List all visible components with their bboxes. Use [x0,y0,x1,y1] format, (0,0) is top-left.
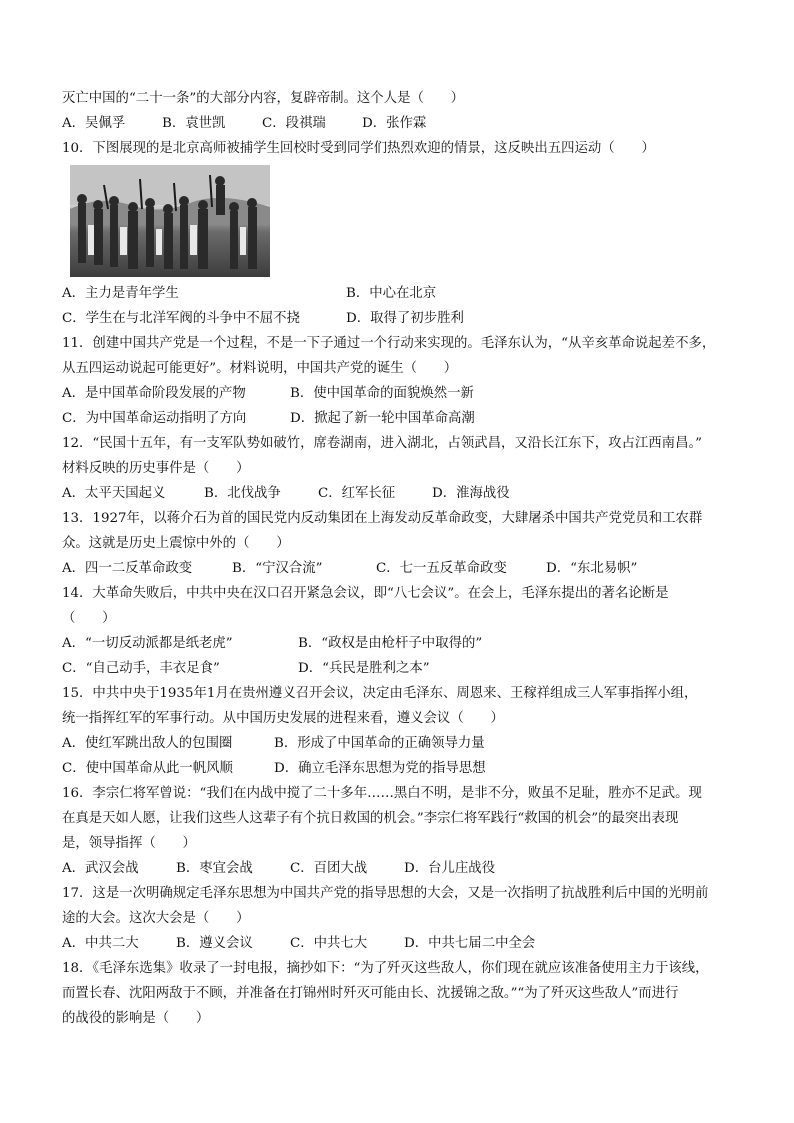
q9-option-b[interactable]: B．袁世凯 [162,116,226,131]
q9-option-d[interactable]: D．张作霖 [362,116,427,131]
q18-stem-line3: 的战役的影响是（ ） [62,1011,210,1026]
q11-stem-line1: 11．创建中国共产党是一个过程，不是一下子通过一个行动来实现的。毛泽东认为，“从辛亥革命说起差不多， [62,336,716,351]
q11-option-d[interactable]: D．掀起了新一轮中国革命高潮 [290,411,475,426]
q13-option-d[interactable]: D．“东北易帜” [546,561,638,576]
q10-options-row1 [62,281,742,306]
q12-stem-line1: 12．“民国十五年，有一支军队势如破竹，席卷湖南，进入湖北，占领武昌，又沿长江东下，攻占江西南昌。” [62,436,702,451]
q10-option-c[interactable]: C．学生在与北洋军阀的斗争中不屈不挠 [62,311,300,326]
q14-options-row1 [62,631,742,656]
q17-option-b[interactable]: B．遵义会议 [176,936,253,951]
q12-stem-line2: 材料反映的历史事件是（ ） [62,461,250,476]
q14-option-d[interactable]: D．“兵民是胜利之本” [298,661,430,676]
q16-options [62,856,742,881]
q10-option-a[interactable]: A．主力是青年学生 [62,286,179,301]
q11-stem-line2: 从五四运动说起可能更好”。材料说明，中国共产党的诞生（ ） [62,361,458,376]
q16-option-d[interactable]: D．台儿庄战役 [404,861,496,876]
q11-option-b[interactable]: B．使中国革命的面貌焕然一新 [290,386,474,401]
q15-stem-line1: 15．中共中央于1935年1月在贵州遵义召开会议，决定由毛泽东、周恩来、王稼祥组成三人军事指挥小组， [62,686,698,701]
q16-stem-line1: 16．李宗仁将军曾说：“我们在内战中搅了二十多年……黑白不明，是非不分，败虽不足耻，胜亦不足武。现 [62,786,702,801]
q12-option-b[interactable]: B．北伐战争 [204,486,281,501]
q9-stem-tail: 灭亡中国的“二十一条”的大部分内容，复辟帝制。这个人是（ ） [62,91,465,106]
q9-option-a[interactable]: A．吴佩孚 [62,116,126,131]
q14-option-c[interactable]: C．“自己动手，丰衣足食” [62,661,220,676]
students-welcome-photo [70,165,270,277]
q16-option-a[interactable]: A．武汉会战 [62,861,139,876]
q9-options [62,111,742,136]
q17-stem-line1: 17．这是一次明确规定毛泽东思想为中国共产党的指导思想的大会，又是一次指明了抗战胜利后中国的光明前 [62,886,709,901]
q17-stem-line2: 途的大会。这次大会是（ ） [62,911,250,926]
q16-option-c[interactable]: C．百团大战 [290,861,368,876]
q15-option-d[interactable]: D．确立毛泽东思想为党的指导思想 [274,761,486,776]
q15-option-a[interactable]: A．使红军跳出敌人的包围圈 [62,736,233,751]
q10-option-b[interactable]: B．中心在北京 [346,286,437,301]
q13-option-a[interactable]: A．四一二反革命政变 [62,561,193,576]
q14-option-b[interactable]: B．“政权是由枪杆子中取得的” [298,636,483,651]
q17-option-a[interactable]: A．中共二大 [62,936,139,951]
q15-stem-line2: 统一指挥红军的军事行动。从中国历史发展的进程来看，遵义会议（ ） [62,711,504,726]
q14-stem-line2: （ ） [62,611,116,626]
q15-options-row2 [62,756,742,781]
q10-options-row2 [62,306,742,331]
q12-option-c[interactable]: C．红军长征 [318,486,396,501]
q12-options [62,481,742,506]
q9-option-c[interactable]: C．段祺瑞 [262,116,326,131]
q10-stem: 10．下图展现的是北京高师被捕学生回校时受到同学们热烈欢迎的情景，这反映出五四运动（ ） [62,141,655,156]
q16-option-b[interactable]: B．枣宜会战 [176,861,253,876]
q10-option-d[interactable]: D．取得了初步胜利 [346,311,464,326]
q13-stem-line2: 众。这就是历史上震惊中外的（ ） [62,536,290,551]
q18-stem-line2: 而置长春、沈阳两敌于不顾，并准备在打锦州时歼灭可能由长、沈援锦之敌。”“为了歼灭这些敌人”而进行 [62,986,679,1001]
q14-options-row2 [62,656,742,681]
q16-stem-line2: 在真是天如人愿，让我们这些人这辈子有个抗日救国的机会。”李宗仁将军践行“救国的机会”的最突出表现 [62,811,679,826]
q16-stem-line3: 是，领导指挥（ ） [62,836,196,851]
q17-option-c[interactable]: C．中共七大 [290,936,368,951]
q13-option-b[interactable]: B．“宁汉合流” [232,561,323,576]
q13-options [62,556,742,581]
q11-option-a[interactable]: A．是中国革命阶段发展的产物 [62,386,246,401]
q15-option-b[interactable]: B．形成了中国革命的正确领导力量 [274,736,485,751]
q13-option-c[interactable]: C．七一五反革命政变 [376,561,507,576]
q18-stem-line1: 18．《毛泽东选集》收录了一封电报，摘抄如下：“为了歼灭这些敌人，你们现在就应该准备使用主力于该线， [62,961,709,976]
q15-option-c[interactable]: C．使中国革命从此一帆风顺 [62,761,233,776]
q14-option-a[interactable]: A．“一切反动派都是纸老虎” [62,636,233,651]
q17-option-d[interactable]: D．中共七届二中全会 [404,936,536,951]
q12-option-d[interactable]: D．淮海战役 [432,486,510,501]
q11-options-row2 [62,406,742,431]
q11-options-row1 [62,381,742,406]
q12-option-a[interactable]: A．太平天国起义 [62,486,166,501]
q15-options-row1 [62,731,742,756]
q11-option-c[interactable]: C．为中国革命运动指明了方向 [62,411,247,426]
exam-page [62,86,742,1031]
q13-stem-line1: 13．1927年，以蒋介石为首的国民党内反动集团在上海发动反革命政变，大肆屠杀中国共产党党员和工农群 [62,511,703,526]
q14-stem-line1: 14．大革命失败后，中共中央在汉口召开紧急会议，即“八七会议”。在会上，毛泽东提出的著名论断是 [62,586,669,601]
q17-options [62,931,742,956]
